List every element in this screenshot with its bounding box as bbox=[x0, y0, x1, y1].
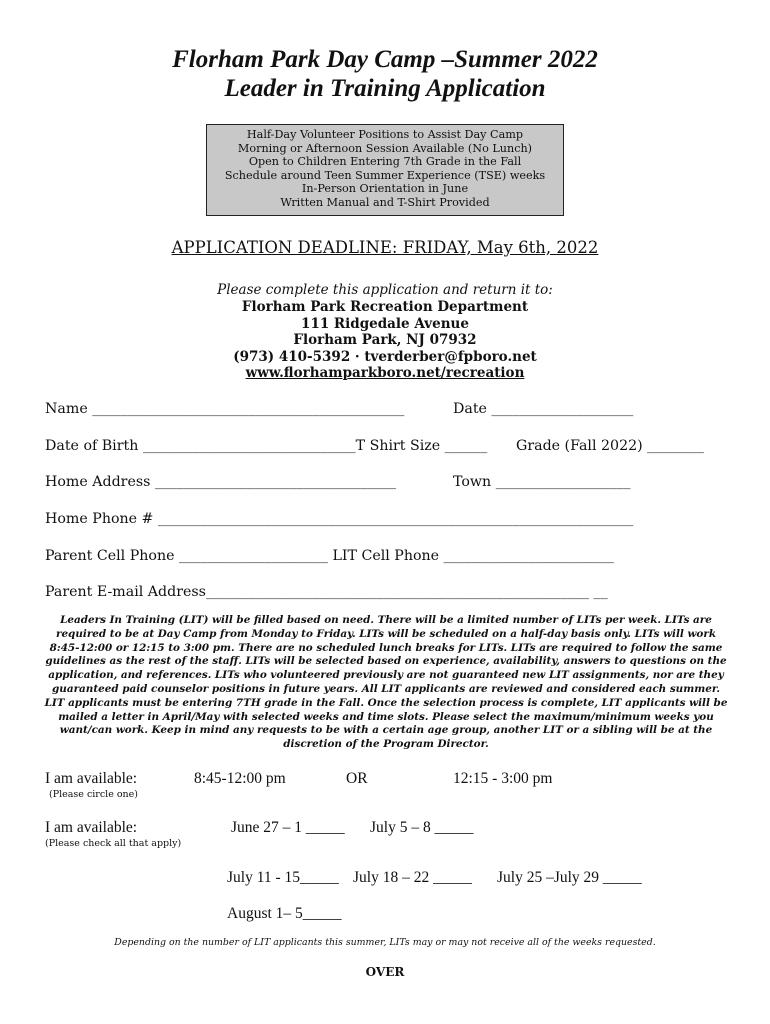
form-subtitle: Leader in Training Application bbox=[224, 75, 546, 102]
week-august1[interactable]: August 1– 5_____ bbox=[227, 905, 342, 922]
home-phone-field[interactable]: Home Phone # ___________________________________________________________________ bbox=[45, 511, 634, 527]
return-contact: (973) 410-5392 · tverderber@fpboro.net bbox=[233, 349, 537, 365]
option-or: OR bbox=[346, 770, 368, 787]
return-city: Florham Park, NJ 07932 bbox=[293, 332, 477, 348]
availability-label-time: I am available: bbox=[45, 770, 138, 787]
option-afternoon[interactable]: 12:15 - 3:00 pm bbox=[453, 770, 553, 787]
date-field[interactable]: Date ____________________ bbox=[453, 401, 634, 417]
parent-cell-field[interactable]: Parent Cell Phone _____________________ LIT Cell Phone ________________________ bbox=[45, 548, 614, 564]
week-july18[interactable]: July 18 – 22 _____ bbox=[353, 869, 472, 886]
home-address-field[interactable]: Home Address __________________________________ bbox=[45, 474, 397, 490]
over-label: OVER bbox=[365, 965, 405, 979]
availability-label-weeks: I am available: bbox=[45, 819, 138, 836]
return-department: Florham Park Recreation Department bbox=[241, 299, 529, 315]
week-july11[interactable]: July 11 - 15_____ bbox=[227, 869, 339, 886]
town-field[interactable]: Town ___________________ bbox=[453, 474, 631, 490]
return-street: 111 Ridgedale Avenue bbox=[301, 316, 469, 332]
info-line: Half-Day Volunteer Positions to Assist Day Camp bbox=[246, 128, 524, 141]
lit-description: Leaders In Training (LIT) will be filled based on need. There will be a limited number of LITs per week. LITs are required to be at Day Camp from Monday to Friday. LITs will be scheduled on a half-day basis only. LITs will work 8:45-12:00 or 12:15 to 3:00 pm. There are no scheduled lunch breaks for LITs. LITs are required to follow the same guidelines as the rest of the staff. LITs will be selected based on experience, availability, answers to questions on the application, and references. LITs who volunteered previously are not guaranteed new LIT assignments, nor are they guaranteed paid counselor positions in future years. All LIT applicants are reviewed and considered each summer. LIT applicants must be entering 7TH grade in the Fall. Once the selection process is complete, LIT applicants will be mailed a letter in April/May with selected weeks and time slots. Please select the maximum/minimum weeks you want/can work. Keep in mind any requests to be with a certain age group, another LIT or a sibling will be at the discretion of the Program Director. bbox=[44, 614, 728, 751]
return-website-link[interactable]: www.florhamparkboro.net/recreation bbox=[245, 365, 525, 381]
form-title: Florham Park Day Camp –Summer 2022 bbox=[172, 46, 598, 73]
name-field[interactable]: Name ____________________________________________ bbox=[45, 401, 405, 417]
info-line: Schedule around Teen Summer Experience (TSE) weeks bbox=[224, 168, 546, 182]
availability-hint-circle: (Please circle one) bbox=[49, 789, 139, 800]
parent-email-field[interactable]: Parent E-mail Address______________________________________________________ __ bbox=[45, 584, 608, 600]
info-box bbox=[206, 124, 564, 216]
application-deadline: APPLICATION DEADLINE: FRIDAY, May 6th, 2022 bbox=[171, 238, 599, 257]
weeks-note: Depending on the number of LIT applicants this summer, LITs may or may not receive all of the weeks requested. bbox=[114, 937, 656, 948]
info-line: Written Manual and T-Shirt Provided bbox=[280, 195, 490, 209]
dob-tshirt-field[interactable]: Date of Birth ______________________________T Shirt Size ______ bbox=[45, 438, 488, 454]
info-line: Morning or Afternoon Session Available (No Lunch) bbox=[237, 141, 533, 155]
return-intro: Please complete this application and return it to: bbox=[217, 282, 553, 298]
availability-hint-check: (Please check all that apply) bbox=[45, 838, 182, 849]
info-line: In-Person Orientation in June bbox=[301, 182, 469, 196]
option-morning[interactable]: 8:45-12:00 pm bbox=[194, 770, 286, 787]
grade-field[interactable]: Grade (Fall 2022) ________ bbox=[516, 438, 704, 454]
week-july25[interactable]: July 25 –July 29 _____ bbox=[497, 869, 642, 886]
week-june27[interactable]: June 27 – 1 _____ bbox=[231, 819, 345, 836]
info-line: Open to Children Entering 7th Grade in the Fall bbox=[248, 155, 522, 169]
week-july5[interactable]: July 5 – 8 _____ bbox=[370, 819, 474, 836]
